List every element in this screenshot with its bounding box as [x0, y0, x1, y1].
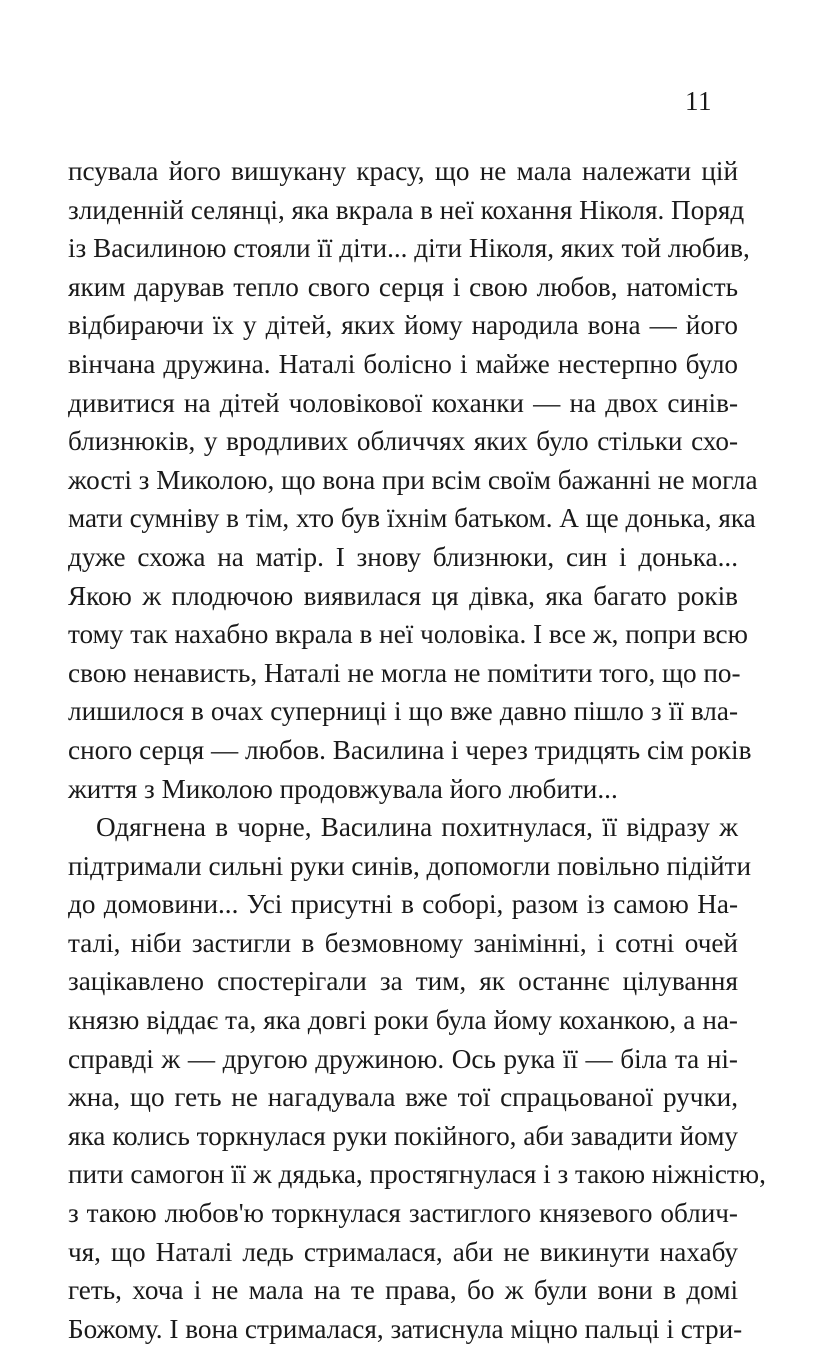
text-line: із Василиною стояли її діти... діти Ніколя, яких той любив,: [68, 233, 750, 264]
text-line: вінчана дружина. Наталі болісно і майже нестерпно було: [68, 348, 738, 379]
text-line: сного серця — любов. Василина і через тридцять сім років: [68, 734, 752, 765]
text-line: зацікавлено спостерігали за тим, як останнє цілування: [68, 966, 738, 997]
text-line: свою ненависть, Наталі не могла не помітити того, що по-: [68, 657, 741, 688]
paragraph-start-line: Одягнена в чорне, Василина похитнулася, її відразу ж: [96, 812, 738, 843]
text-line: Божому. І вона стрималася, затиснула міцно пальці і стри-: [68, 1313, 743, 1344]
text-line: жості з Миколою, що вона при всім своїм бажанні не могла: [68, 464, 758, 495]
text-line: геть, хоча і не мала на те права, бо ж були вони в домі: [68, 1275, 738, 1306]
text-line: злиденній селянці, яка вкрала в неї кохання Ніколя. Поряд: [68, 194, 745, 225]
text-line: мати сумніву в тім, хто був їхнім батьком. А ще донька, яка: [68, 503, 756, 534]
text-line: лишилося в очах суперниці і що вже давно пішло з її вла-: [68, 696, 738, 727]
text-line: відбираючи їх у дітей, яких йому народила вона — його: [68, 310, 738, 341]
text-line: пити самогон її ж дядька, простягнулася і з такою ніжністю,: [68, 1159, 766, 1190]
text-line: справді ж — другою дружиною. Ось рука її — біла та ні-: [68, 1043, 738, 1074]
text-line: псувала його вишукану красу, що не мала належати цій: [68, 156, 738, 186]
text-line: тому так нахабно вкрала в неї чоловіка. І все ж, попри всю: [68, 619, 748, 650]
text-line: яким дарував тепло свого серця і свою любов, натомість: [68, 271, 738, 302]
text-line: Якою ж плодючою виявилася ця дівка, яка багато років: [68, 580, 738, 611]
text-line: дивитися на дітей чоловікової коханки — на двох синів-: [68, 387, 738, 418]
page-number: 11: [685, 86, 712, 116]
text-line: до домовини... Усі присутні в соборі, разом із самою На-: [68, 889, 738, 920]
body-text: [68, 152, 766, 1348]
text-line: підтримали сильні руки синів, допомогли повільно підійти: [68, 850, 751, 881]
text-line: князю віддає та, яка довгі роки була йому коханкою, а на-: [68, 1005, 738, 1036]
text-line: жна, що геть не нагадувала вже тої спрацьованої ручки,: [68, 1082, 738, 1113]
text-line: близнюків, у вродливих обличчях яких було стільки схо-: [68, 426, 738, 457]
text-line: чя, що Наталі ледь стрималася, аби не викинути нахабу: [68, 1236, 738, 1267]
text-line: дуже схожа на матір. І знову близнюки, син і донька...: [68, 541, 738, 572]
text-line: яка колись торкнулася руки покійного, аби завадити йому: [68, 1120, 738, 1151]
paragraph-end-line: життя з Миколою продовжувала його любити...: [68, 773, 618, 804]
text-line: талі, ніби застигли в безмовному заніміннi, і сотні очей: [68, 927, 738, 958]
text-line: з такою любов'ю торкнулася застиглого князевого облич-: [68, 1198, 738, 1229]
